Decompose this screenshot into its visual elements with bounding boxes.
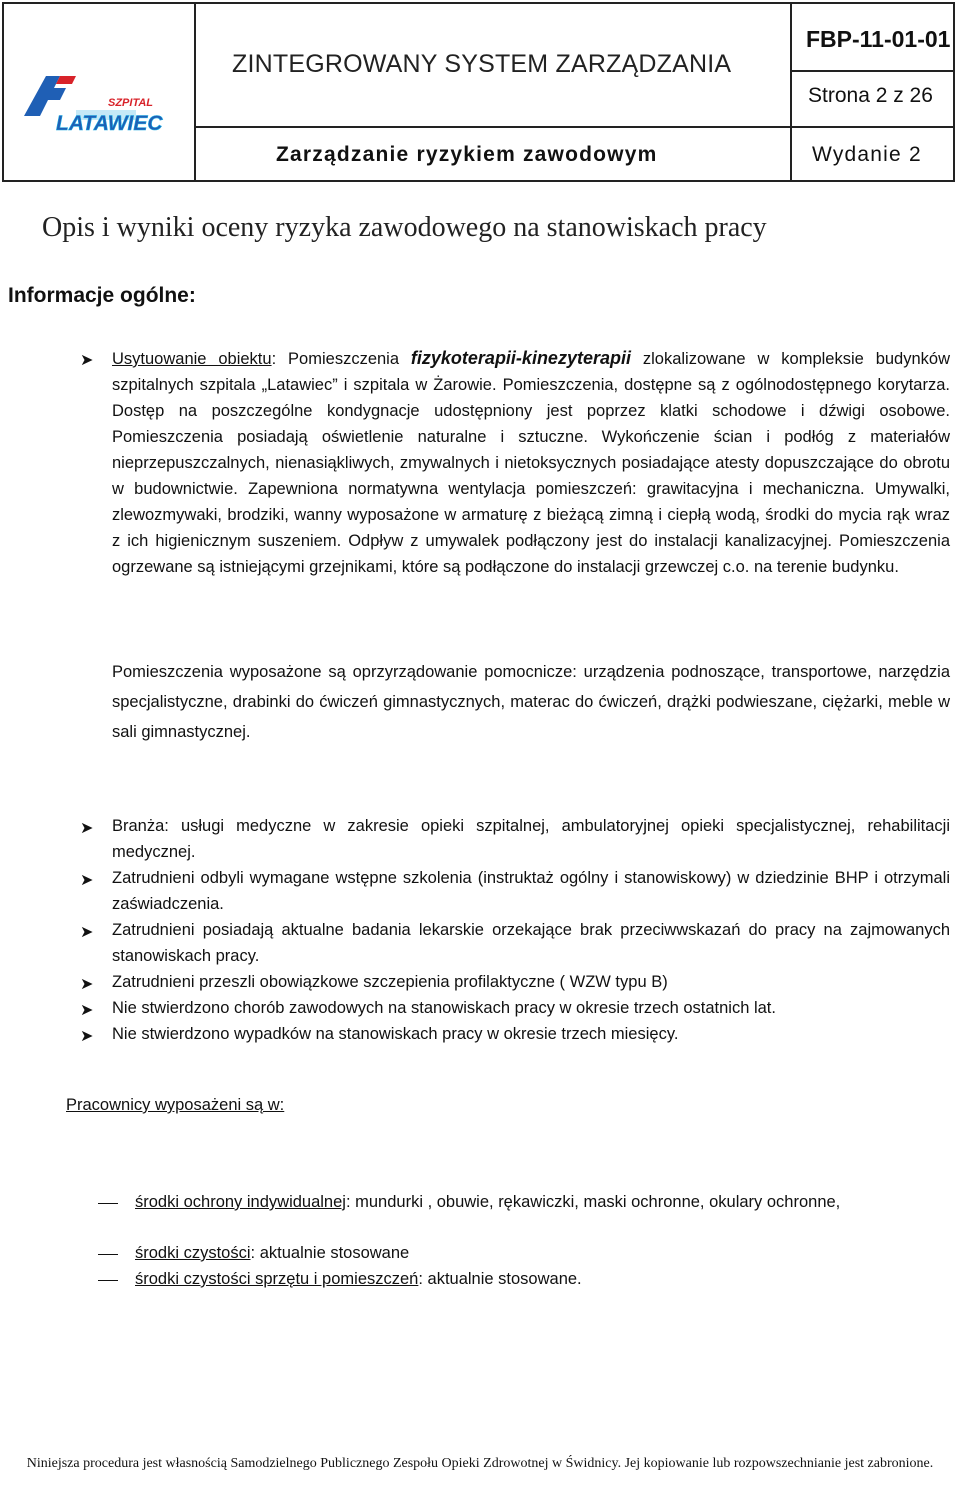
- document-id: FBP-11-01-01: [806, 26, 951, 52]
- location-label: Usytuowanie obiektu: [112, 350, 272, 368]
- arrow-bullet-icon: ➤: [80, 976, 94, 993]
- section-heading: Informacje ogólne:: [8, 284, 196, 307]
- list-item: Nie stwierdzono wypadków na stanowiskach pracy w okresie trzech miesięcy.: [112, 1025, 679, 1043]
- branza-paragraph: Branża: usługi medyczne w zakresie opieki szpitalnej, ambulatoryjnej opieki specjalistycznej, rehabilitacji medycznej.: [112, 817, 950, 861]
- document-header: [2, 2, 955, 182]
- page-title: Opis i wyniki oceny ryzyka zawodowego na stanowiskach pracy: [42, 212, 767, 243]
- system-name: ZINTEGROWANY SYSTEM ZARZĄDZANIA: [232, 50, 732, 78]
- arrow-bullet-icon: ➤: [80, 1002, 94, 1019]
- list-item: Zatrudnieni odbyli wymagane wstępne szkolenia (instruktaż ogólny i stanowiskowy) w dziedzinie BHP i otrzymali zaświadczenia.: [112, 869, 950, 913]
- list-item: środki czystości sprzętu i pomieszczeń: aktualnie stosowane.: [135, 1270, 582, 1288]
- page-number: Strona 2 z 26: [808, 84, 933, 107]
- emphasis-text: fizykoterapii-kinezyterapii: [410, 348, 631, 368]
- branza-label: Branża: [112, 817, 165, 835]
- list-item: środki czystości: aktualnie stosowane: [135, 1244, 410, 1262]
- finishing-text: Wykończenie ścian i podłóg z materiałów nieprzepuszczalnych, nienasiąkliwych, zmywalnych i nietoksycznych posiadające atesty dopuszczające do obrotu w budownictwie. Zapewniona normatywna wentylacja pomieszczeń: grawitacyjna i mechaniczna. Umywalki, zlewozmywaki, brodziki, wanny wyposażone w armaturę z bieżącą zimną i ciepłą wodą, środki do mycia rąk wraz z ich higienicznym suszeniem. Odpływ z umywalek podłączony jest do instalacji kanalizacyjnej. Pomieszczenia ogrzewane są istniejącymi grzejnikami, które są podłączone do instalacji grzewczej c.o. na terenie budynku.: [112, 428, 951, 576]
- document-subtitle: Zarządzanie ryzykiem zawodowym: [276, 143, 658, 166]
- list-item: Nie stwierdzono chorób zawodowych na stanowiskach pracy w okresie trzech ostatnich lat.: [112, 999, 776, 1017]
- arrow-bullet-icon: ➤: [80, 924, 94, 941]
- logo-name-text: LATAWIEC: [56, 112, 163, 135]
- list-item: środki ochrony indywidualnej: mundurki , obuwie, rękawiczki, maski ochronne, okulary ochronne,: [135, 1193, 841, 1211]
- dash-bullet-icon: [98, 1280, 118, 1281]
- hospital-logo: [16, 54, 176, 144]
- workers-heading: Pracownicy wyposażeni są w:: [66, 1096, 285, 1114]
- arrow-bullet-icon: ➤: [80, 1028, 94, 1045]
- arrow-bullet-icon: ➤: [80, 352, 94, 369]
- list-item: Zatrudnieni posiadają aktualne badania lekarskie orzekające brak przeciwwskazań do pracy na zajmowanych stanowiskach pracy.: [112, 921, 950, 965]
- equipment-paragraph: Pomieszczenia wyposażone są oprzyrządowanie pomocnicze: urządzenia podnoszące, transportowe, narzędzia specjalistyczne, drabinki do ćwiczeń gimnastycznych, materac do ćwiczeń, drążki podwieszane, ciężarki, meble w sali gimnastycznej.: [112, 663, 950, 741]
- edition-label: Wydanie 2: [812, 143, 922, 166]
- list-item: Zatrudnieni przeszli obowiązkowe szczepienia profilaktyczne ( WZW typu B): [112, 973, 668, 991]
- page-footer: Niniejsza procedura jest własnością Samodzielnego Publicznego Zespołu Opieki Zdrowotnej w Świdnicy. Jej kopiowanie lub rozpowszechnianie jest zabronione.: [26, 1456, 934, 1471]
- dash-bullet-icon: [98, 1203, 118, 1204]
- location-paragraph: Usytuowanie obiektu: Pomieszczenia fizykoterapii-kinezyterapii zlokalizowane w kompleksie budynków szpitalnych szpitala „Latawiec” i szpitala w Żarowie. Pomieszczenia, dostępne są z ogólnodostępnego korytarza. Dostęp na poszczególne kondygnacje udostępniony jest poprzez klatki schodowe i dźwigi osobowe. Pomieszczenia posiadają oświetlenie naturalne i sztuczne. Wykończenie ścian i podłóg z materiałów nieprzepuszczalnych, nienasiąkliwych, zmywalnych i nietoksycznych posiadające atesty dopuszczające do obrotu w budownictwie. Zapewniona normatywna wentylacja pomieszczeń: grawitacyjna i mechaniczna. Umywalki, zlewozmywaki, brodziki, wanny wyposażone w armaturę z bieżącą zimną i ciepłą wodą, środki do mycia rąk wraz z ich higienicznym suszeniem. Odpływ z umywalek podłączony jest do instalacji kanalizacyjnej. Pomieszczenia ogrzewane są istniejącymi grzejnikami, które są podłączone do instalacji grzewczej c.o. na terenie budynku.: [112, 348, 951, 576]
- arrow-bullet-icon: ➤: [80, 820, 94, 837]
- dash-bullet-icon: [98, 1254, 118, 1255]
- arrow-bullet-icon: ➤: [80, 872, 94, 889]
- logo-top-text: SZPITAL: [108, 97, 154, 109]
